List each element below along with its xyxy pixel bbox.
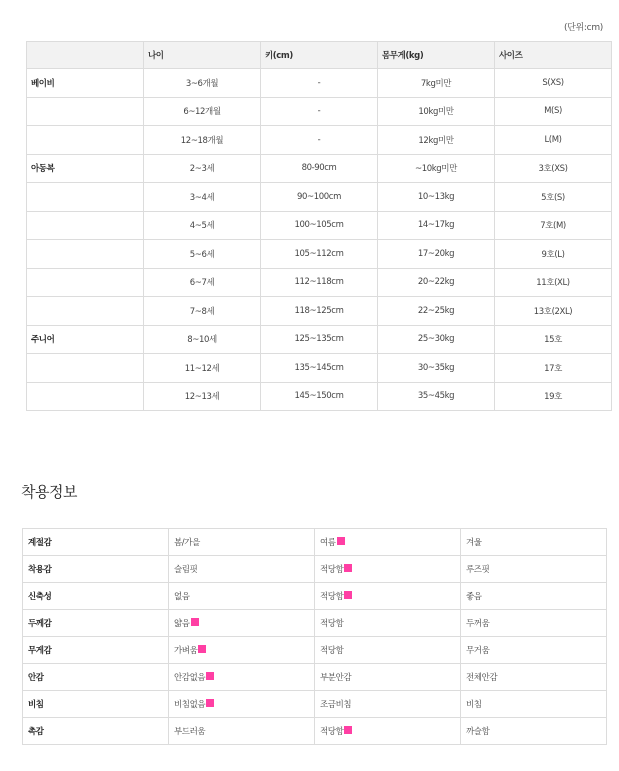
fit-info-label: 안감 xyxy=(23,664,169,691)
fit-info-option-label: 여름 xyxy=(320,538,336,548)
size-table-cell: 12kg미만 xyxy=(378,126,495,155)
size-table-cell: 12~18개월 xyxy=(144,126,261,155)
size-table-cell: - xyxy=(261,126,378,155)
size-table-cell: 125~135cm xyxy=(261,325,378,354)
fit-info-option xyxy=(315,718,461,745)
fit-info-option-label: 봄/가을 xyxy=(174,538,200,548)
fit-info-label: 무게감 xyxy=(23,637,169,664)
size-table-cell: 7kg미만 xyxy=(378,69,495,98)
category-cell: 아동복 xyxy=(27,154,144,183)
size-table-cell: 25~30kg xyxy=(378,325,495,354)
size-table-header-row xyxy=(27,42,612,69)
size-table-cell: 22~25kg xyxy=(378,297,495,326)
table-row xyxy=(27,382,612,411)
table-row xyxy=(27,97,612,126)
table-row xyxy=(27,183,612,212)
size-table-cell: 11호(XL) xyxy=(495,268,612,297)
fit-info-option-label: 좋음 xyxy=(466,592,482,602)
fit-info-option-label: 적당함 xyxy=(320,646,344,656)
size-table-header-cell xyxy=(27,42,144,69)
fit-info-option xyxy=(169,718,315,745)
size-table-cell: 7호(M) xyxy=(495,211,612,240)
selected-marker-icon xyxy=(344,564,352,572)
size-table-cell: 105~112cm xyxy=(261,240,378,269)
category-cell xyxy=(27,97,144,126)
selected-marker-icon xyxy=(337,537,345,545)
fit-info-row xyxy=(23,529,607,556)
size-table-cell: ~10kg미만 xyxy=(378,154,495,183)
size-table-header-cell: 키(cm) xyxy=(261,42,378,69)
fit-info-option xyxy=(461,583,607,610)
size-table-cell: 30~35kg xyxy=(378,354,495,383)
size-table-cell: 19호 xyxy=(495,382,612,411)
category-cell xyxy=(27,126,144,155)
fit-info-option xyxy=(315,556,461,583)
fit-info-label: 신축성 xyxy=(23,583,169,610)
table-row xyxy=(27,69,612,98)
fit-info-option xyxy=(461,556,607,583)
fit-info-option xyxy=(169,664,315,691)
size-table-cell: 3~4세 xyxy=(144,183,261,212)
size-table-cell: 14~17kg xyxy=(378,211,495,240)
unit-note: (단위:cm) xyxy=(563,23,603,33)
fit-info-row xyxy=(23,610,607,637)
size-table-cell: 35~45kg xyxy=(378,382,495,411)
size-table-cell: 11~12세 xyxy=(144,354,261,383)
fit-info-option xyxy=(169,583,315,610)
fit-info-option xyxy=(315,610,461,637)
fit-info-option xyxy=(461,718,607,745)
size-table-cell: 10~13kg xyxy=(378,183,495,212)
category-cell xyxy=(27,297,144,326)
fit-info-option-label: 적당함 xyxy=(320,727,344,737)
size-table-cell: 3~6개월 xyxy=(144,69,261,98)
fit-info-option-label: 얇음 xyxy=(174,619,190,629)
fit-info-option xyxy=(461,691,607,718)
selected-marker-icon xyxy=(191,618,199,626)
fit-info-option xyxy=(169,637,315,664)
size-table-cell: 17호 xyxy=(495,354,612,383)
fit-info-option-label: 두꺼움 xyxy=(466,619,490,629)
fit-info-option-label: 적당함 xyxy=(320,565,344,575)
size-table-cell: 90~100cm xyxy=(261,183,378,212)
fit-info-label: 착용감 xyxy=(23,556,169,583)
category-cell: 베이비 xyxy=(27,69,144,98)
table-row xyxy=(27,154,612,183)
table-row xyxy=(27,211,612,240)
fit-info-option xyxy=(169,610,315,637)
size-table-cell: 6~12개월 xyxy=(144,97,261,126)
fit-info-option xyxy=(315,529,461,556)
fit-info-option xyxy=(169,529,315,556)
size-table-cell: 9호(L) xyxy=(495,240,612,269)
size-table-cell: - xyxy=(261,97,378,126)
table-row xyxy=(27,354,612,383)
size-table-header-cell: 몸무게(kg) xyxy=(378,42,495,69)
size-table-cell: 20~22kg xyxy=(378,268,495,297)
fit-info-option xyxy=(315,583,461,610)
size-table-header-cell: 나이 xyxy=(144,42,261,69)
size-table-cell: L(M) xyxy=(495,126,612,155)
fit-info-option-label: 루즈핏 xyxy=(466,565,490,575)
table-row xyxy=(27,240,612,269)
table-row xyxy=(27,297,612,326)
fit-info-label: 비침 xyxy=(23,691,169,718)
fit-info-option-label: 안감없음 xyxy=(174,673,206,683)
size-table-cell: 17~20kg xyxy=(378,240,495,269)
fit-info-option xyxy=(315,664,461,691)
fit-info-row xyxy=(23,718,607,745)
fit-info-option xyxy=(461,637,607,664)
size-table-cell: 5호(S) xyxy=(495,183,612,212)
fit-info-option-label: 가벼움 xyxy=(174,646,198,656)
size-table-cell: S(XS) xyxy=(495,69,612,98)
fit-info-row xyxy=(23,691,607,718)
fit-info-option xyxy=(315,691,461,718)
category-cell: 주니어 xyxy=(27,325,144,354)
fit-info-option-label: 비침 xyxy=(466,700,482,710)
fit-info-label: 두께감 xyxy=(23,610,169,637)
category-cell xyxy=(27,382,144,411)
size-table-cell: 80-90cm xyxy=(261,154,378,183)
size-table-cell: 4~5세 xyxy=(144,211,261,240)
fit-info-row xyxy=(23,664,607,691)
size-table-cell: 118~125cm xyxy=(261,297,378,326)
selected-marker-icon xyxy=(206,672,214,680)
size-table-cell: 2~3세 xyxy=(144,154,261,183)
fit-info-option-label: 겨울 xyxy=(466,538,482,548)
size-table-cell: 100~105cm xyxy=(261,211,378,240)
size-table-cell: 135~145cm xyxy=(261,354,378,383)
selected-marker-icon xyxy=(344,591,352,599)
category-cell xyxy=(27,211,144,240)
fit-info-option xyxy=(461,529,607,556)
fit-info-label: 계절감 xyxy=(23,529,169,556)
fit-info-row xyxy=(23,583,607,610)
fit-info-option-label: 적당함 xyxy=(320,619,344,629)
size-table-header-cell: 사이즈 xyxy=(495,42,612,69)
size-table-cell: 7~8세 xyxy=(144,297,261,326)
fit-info-option-label: 비침없음 xyxy=(174,700,206,710)
fit-info-option xyxy=(461,610,607,637)
size-table-cell: 12~13세 xyxy=(144,382,261,411)
size-table-cell: 5~6세 xyxy=(144,240,261,269)
fit-info-option-label: 적당함 xyxy=(320,592,344,602)
category-cell xyxy=(27,183,144,212)
fit-info-option-label: 조금비침 xyxy=(320,700,352,710)
category-cell xyxy=(27,240,144,269)
fit-info-option-label: 전체안감 xyxy=(466,673,498,683)
selected-marker-icon xyxy=(206,699,214,707)
size-table-cell: 15호 xyxy=(495,325,612,354)
table-row xyxy=(27,126,612,155)
fit-info-option xyxy=(169,556,315,583)
size-table-cell: 8~10세 xyxy=(144,325,261,354)
fit-info-row xyxy=(23,637,607,664)
fit-info-option-label: 무거움 xyxy=(466,646,490,656)
fit-info-option-label: 없음 xyxy=(174,592,190,602)
fit-info-option-label: 슬림핏 xyxy=(174,565,198,575)
fit-info-table xyxy=(22,528,607,745)
size-table-cell: 145~150cm xyxy=(261,382,378,411)
fit-info-option xyxy=(315,637,461,664)
fit-info-option-label: 부드러움 xyxy=(174,727,206,737)
size-table-cell: 112~118cm xyxy=(261,268,378,297)
fit-info-option xyxy=(169,691,315,718)
size-table-cell: 6~7세 xyxy=(144,268,261,297)
category-cell xyxy=(27,268,144,297)
category-cell xyxy=(27,354,144,383)
fit-info-title: 착용정보 xyxy=(21,483,77,501)
table-row xyxy=(27,268,612,297)
fit-info-label: 촉감 xyxy=(23,718,169,745)
size-table-cell: 3호(XS) xyxy=(495,154,612,183)
size-table-cell: M(S) xyxy=(495,97,612,126)
size-table-cell: 10kg미만 xyxy=(378,97,495,126)
size-table-cell: - xyxy=(261,69,378,98)
selected-marker-icon xyxy=(344,726,352,734)
size-table xyxy=(26,41,612,411)
fit-info-option xyxy=(461,664,607,691)
selected-marker-icon xyxy=(198,645,206,653)
size-table-cell: 13호(2XL) xyxy=(495,297,612,326)
fit-info-option-label: 까슬함 xyxy=(466,727,490,737)
fit-info-option-label: 부분안감 xyxy=(320,673,352,683)
table-row xyxy=(27,325,612,354)
fit-info-row xyxy=(23,556,607,583)
